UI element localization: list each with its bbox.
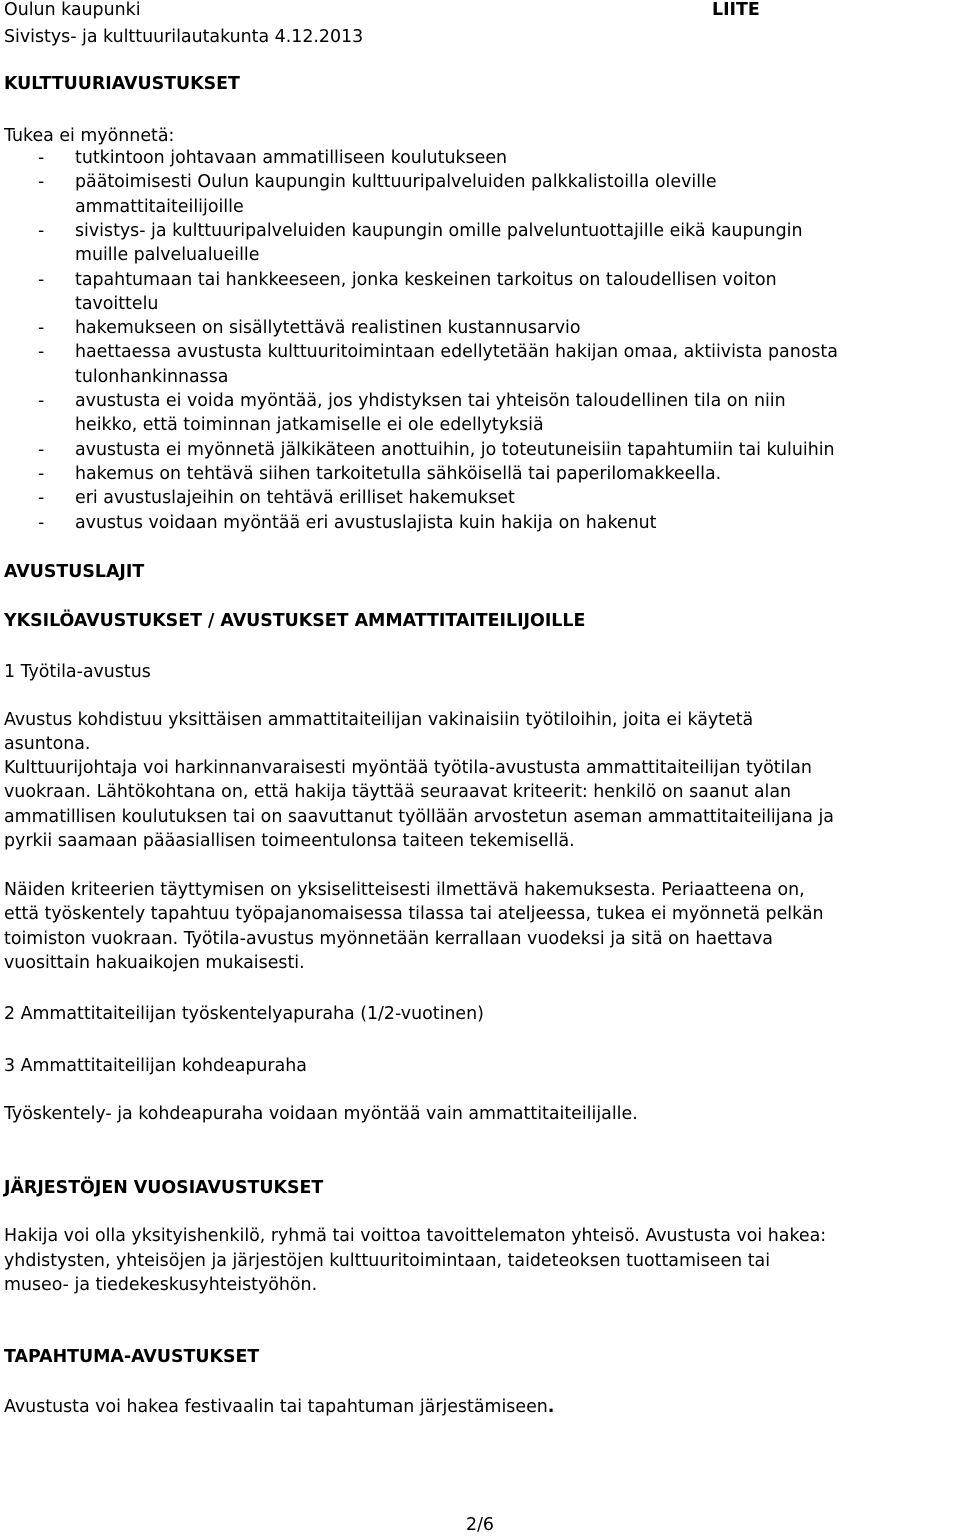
bullet-dash: - xyxy=(38,148,45,168)
org-name: Oulun kaupunki xyxy=(4,0,141,20)
workspace-para1-line: ammatillisen koulutuksen tai on saavuttanut työllään arvostetun aseman ammattitaiteilijana ja xyxy=(4,807,834,827)
exclusion-item-line: haettaessa avustusta kulttuuritoimintaan edellytetään hakijan omaa, aktiivista panosta xyxy=(75,342,838,363)
bullet-dash: - xyxy=(38,220,45,241)
exclusion-item-line: tavoittelu xyxy=(75,293,159,314)
exclusion-item-line: tutkintoon johtavaan ammatilliseen koulutukseen xyxy=(75,148,508,168)
exclusion-item-line: eri avustuslajeihin on tehtävä erilliset hakemukset xyxy=(75,488,515,509)
exclusions-intro: Tukea ei myönnetä: xyxy=(4,126,175,146)
individual-grants-heading: YKSILÖAVUSTUKSET / AVUSTUKSET AMMATTITAITEILIJOILLE xyxy=(4,611,586,631)
exclusion-item-line: ammattitaiteilijoille xyxy=(75,196,244,217)
annual-grants-line: yhdistysten, yhteisöjen ja järjestöjen kulttuuritoimintaan, taideteoksen tuottamiseen tai xyxy=(4,1251,771,1271)
grant-types-heading: AVUSTUSLAJIT xyxy=(4,562,145,582)
workspace-heading: 1 Työtila-avustus xyxy=(4,662,151,682)
exclusion-item-line: tulonhankinnassa xyxy=(75,366,229,387)
bullet-dash: - xyxy=(38,463,45,484)
workspace-para2-line: että työskentely tapahtuu työpajanomaisessa tilassa tai ateljeessa, tukea ei myönnetä pelkän xyxy=(4,904,824,924)
event-grants-text xyxy=(4,1397,554,1417)
event-grants-heading: TAPAHTUMA-AVUSTUKSET xyxy=(4,1347,260,1367)
event-grants-sentence: Avustusta voi hakea festivaalin tai tapahtuman järjestämiseen xyxy=(4,1397,548,1417)
appendix-label: LIITE xyxy=(712,0,760,20)
workspace-para1-line: Avustus kohdistuu yksittäisen ammattitaiteilijan vakinaisiin työtiloihin, joita ei käytetä xyxy=(4,710,754,730)
exclusion-item-line: hakemus on tehtävä siihen tarkoitetulla sähköisellä tai paperilomakkeella. xyxy=(75,463,722,484)
working-grant-heading: 2 Ammattitaiteilijan työskentelyapuraha (1/2-vuotinen) xyxy=(4,1004,484,1024)
bullet-dash: - xyxy=(38,439,45,460)
bullet-dash: - xyxy=(38,318,45,339)
workspace-para1-line: vuokraan. Lähtökohtana on, että hakija täyttää seuraavat kriteerit: henkilö on saanut alan xyxy=(4,782,792,802)
bullet-dash: - xyxy=(38,512,45,533)
page-number: 2/6 xyxy=(466,1515,494,1535)
bullet-dash: - xyxy=(38,342,45,363)
exclusion-item-line: päätoimisesti Oulun kaupungin kulttuuripalveluiden palkkalistoilla oleville xyxy=(75,172,717,193)
document-title: KULTTUURIAVUSTUKSET xyxy=(4,74,240,94)
exclusion-item-line: tapahtumaan tai hankkeeseen, jonka keskeinen tarkoitus on taloudellisen voiton xyxy=(75,269,777,290)
exclusion-item-line: avustus voidaan myöntää eri avustuslajista kuin hakija on hakenut xyxy=(75,512,657,533)
workspace-para2-line: toimiston vuokraan. Työtila-avustus myönnetään kerrallaan vuodeksi ja sitä on haettava xyxy=(4,929,773,949)
workspace-para1-line: pyrkii saamaan pääasiallisen toimeentulonsa taiteen tekemisellä. xyxy=(4,831,575,851)
event-grants-period: . xyxy=(547,1397,555,1417)
bullet-dash: - xyxy=(38,391,45,411)
bullet-dash: - xyxy=(38,269,45,290)
exclusion-item-line: hakemukseen on sisällytettävä realistinen kustannusarvio xyxy=(75,318,581,339)
board-date: Sivistys- ja kulttuurilautakunta 4.12.2013 xyxy=(4,27,364,47)
workspace-para2-line: Näiden kriteerien täyttymisen on yksiselitteisesti ilmettävä hakemuksesta. Periaatteena on, xyxy=(4,880,805,900)
workspace-para1-line: Kulttuurijohtaja voi harkinnanvaraisesti myöntää työtila-avustusta ammattitaiteilijan työtilan xyxy=(4,758,812,778)
annual-grants-line: Hakija voi olla yksityishenkilö, ryhmä tai voittoa tavoittelematon yhteisö. Avustusta voi hakea: xyxy=(4,1226,827,1246)
project-grant-heading: 3 Ammattitaiteilijan kohdeapuraha xyxy=(4,1056,307,1076)
grants-note: Työskentely- ja kohdeapuraha voidaan myöntää vain ammattitaiteilijalle. xyxy=(4,1104,638,1124)
bullet-dash: - xyxy=(38,172,45,193)
exclusion-item-line: avustusta ei myönnetä jälkikäteen anottuihin, jo toteutuneisiin tapahtumiin tai kuluihin xyxy=(75,439,835,460)
annual-grants-heading: JÄRJESTÖJEN VUOSIAVUSTUKSET xyxy=(4,1178,324,1198)
exclusion-item-line: avustusta ei voida myöntää, jos yhdistyksen tai yhteisön taloudellinen tila on niin xyxy=(75,391,786,411)
exclusion-item-line: sivistys- ja kulttuuripalveluiden kaupungin omille palveluntuottajille eikä kaupungin xyxy=(75,220,803,241)
annual-grants-line: museo- ja tiedekeskusyhteistyöhön. xyxy=(4,1275,318,1295)
workspace-para1-line: asuntona. xyxy=(4,734,91,754)
exclusion-item-line: heikko, että toiminnan jatkamiselle ei ole edellytyksiä xyxy=(75,415,544,436)
bullet-dash: - xyxy=(38,488,45,509)
exclusion-item-line: muille palvelualueille xyxy=(75,245,260,266)
workspace-para2-line: vuosittain hakuaikojen mukaisesti. xyxy=(4,953,305,973)
